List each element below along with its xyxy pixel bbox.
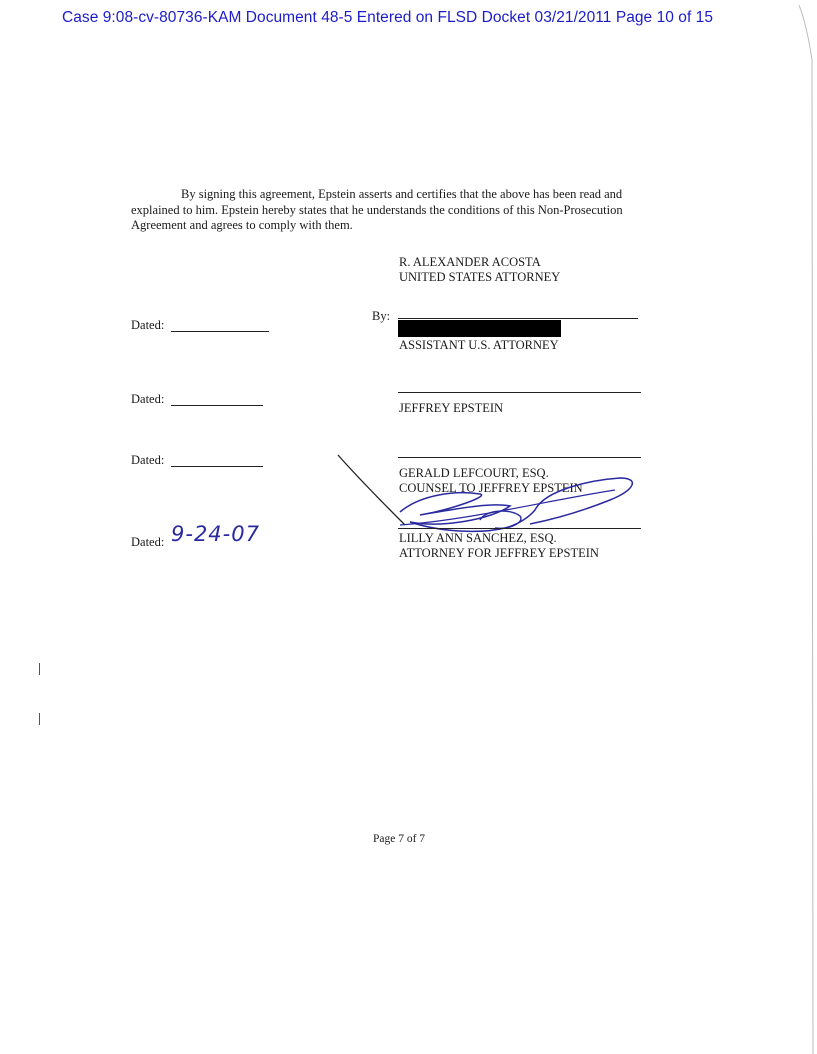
- docket-header: Case 9:08-cv-80736-KAM Document 48-5 Entered on FLSD Docket 03/21/2011 Page 10 of 15: [62, 9, 713, 26]
- attorney-title: ATTORNEY FOR JEFFREY EPSTEIN: [399, 546, 599, 560]
- dated-label-1: Dated:: [131, 318, 165, 332]
- defendant-name: JEFFREY EPSTEIN: [399, 401, 504, 415]
- by-label: By:: [372, 309, 391, 323]
- scan-mark: [39, 663, 40, 675]
- signature-line-assistant: [398, 318, 638, 319]
- redaction-bar: [398, 320, 561, 337]
- signature-line-attorney: [398, 528, 641, 529]
- counsel-title: COUNSEL TO JEFFREY EPSTEIN: [399, 481, 583, 495]
- office-block: [399, 255, 560, 285]
- dated-line-2: [171, 405, 263, 406]
- attorney-name: LILLY ANN SANCHEZ, ESQ.: [399, 531, 557, 545]
- dated-label-3: Dated:: [131, 453, 165, 467]
- dated-line-1: [171, 331, 269, 332]
- assistant-title: ASSISTANT U.S. ATTORNEY: [399, 338, 559, 352]
- scan-mark: [39, 713, 40, 725]
- counsel-name: GERALD LEFCOURT, ESQ.: [399, 466, 549, 480]
- certification-paragraph: [131, 187, 671, 234]
- handwritten-date: 9-24-07: [171, 522, 260, 546]
- signature-line-defendant: [398, 392, 641, 393]
- certification-text: By signing this agreement, Epstein asserts and certifies that the above has been read and explained to him. Epstein hereby states that he understands the conditions of this Non-Prosecution Agreement and agrees to comply with them.: [131, 187, 623, 232]
- page-footer: Page 7 of 7: [373, 833, 426, 845]
- office-title: UNITED STATES ATTORNEY: [399, 270, 561, 284]
- dated-label-2: Dated:: [131, 392, 165, 406]
- scan-edge: [797, 0, 817, 1054]
- handwritten-signature: [330, 450, 660, 540]
- dated-line-3: [171, 466, 263, 467]
- dated-label-4: Dated:: [131, 535, 165, 549]
- office-name: R. ALEXANDER ACOSTA: [399, 255, 541, 269]
